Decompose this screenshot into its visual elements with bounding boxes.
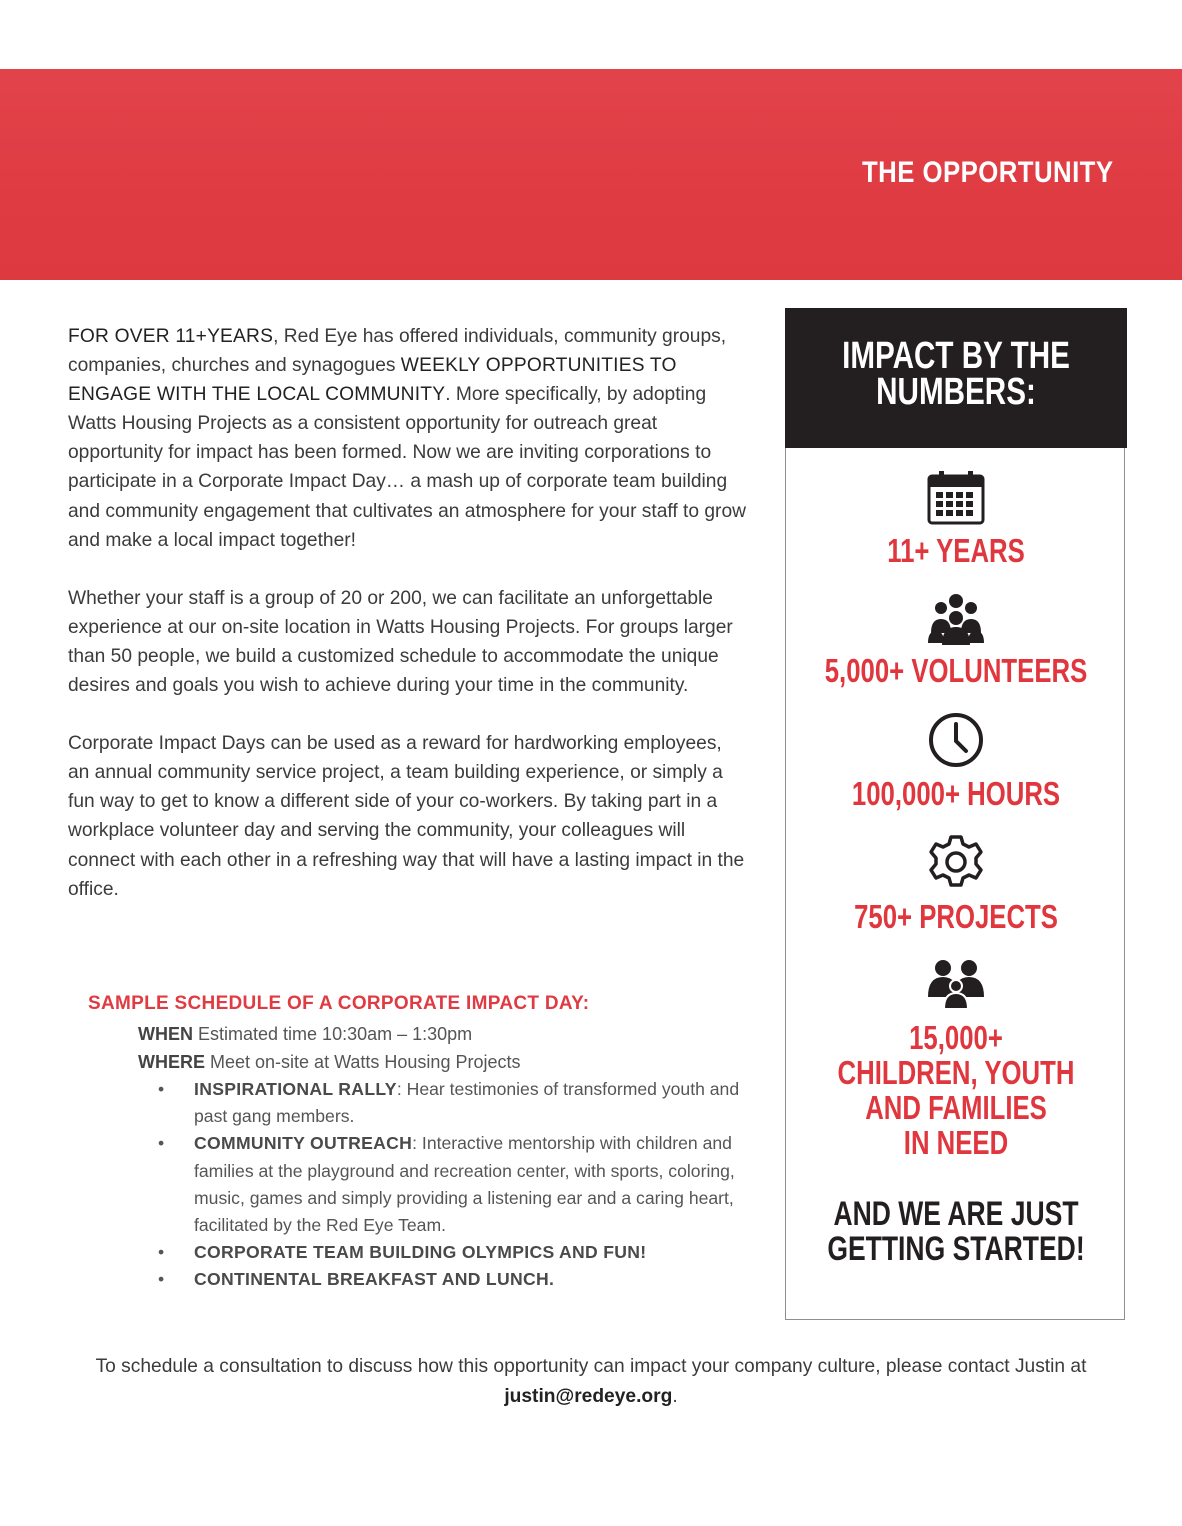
panel-heading-line-1: IMPACT BY THE — [842, 335, 1070, 377]
list-item — [158, 1076, 748, 1130]
clock-icon — [786, 711, 1126, 774]
stat-projects: 750+ PROJECTS — [854, 898, 1058, 935]
stat-hours: 100,000+ HOURS — [851, 775, 1061, 812]
stat-families-line-2: CHILDREN, YOUTH — [837, 1054, 1075, 1091]
schedule-title: SAMPLE SCHEDULE OF A CORPORATE IMPACT DAY: — [88, 993, 590, 1014]
item-label: COMMUNITY OUTREACH — [194, 1133, 413, 1154]
list-item — [158, 1239, 748, 1266]
schedule-list — [158, 1076, 748, 1294]
impact-panel — [785, 308, 1125, 1320]
stat-volunteers: 5,000+ VOLUNTEERS — [824, 652, 1088, 689]
panel-heading-line-2: NUMBERS: — [876, 371, 1036, 413]
page-title: THE OPPORTUNITY — [862, 156, 1114, 189]
closing-statement — [823, 1197, 1088, 1267]
intro-paragraph-1 — [68, 322, 748, 555]
stat-families-line-4: IN NEED — [903, 1124, 1009, 1161]
family-icon — [786, 959, 1126, 1014]
list-item — [158, 1266, 748, 1293]
intro-emphasis: WEEKLY OPPORTUNITIES TO ENGAGE WITH THE LOCAL COMMUNITY — [68, 355, 677, 406]
stat-years: 11+ YEARS — [887, 532, 1025, 569]
item-label: CORPORATE TEAM BUILDING OLYMPICS AND FUN! — [194, 1242, 647, 1263]
intro-lead: FOR OVER 11+YEARS — [68, 326, 274, 347]
intro-text-b: . More specifically, by adopting Watts Housing Projects as a consistent opportunity for outreach great opportunity for impact has been formed. Now we are inviting corporations to participate in a Corporate Impact Day… a mash up of corporate team building and community engagement that cultivates an atmosphere for your staff to grow and make a local impact together! — [68, 384, 746, 551]
schedule-meta — [138, 1020, 520, 1076]
closing-line-2: GETTING STARTED! — [827, 1230, 1085, 1268]
panel-heading — [823, 335, 1090, 413]
bullet: • — [158, 1133, 165, 1154]
stat-families — [823, 1020, 1088, 1160]
intro-text-a: , Red Eye has offered individuals, community groups, companies, churches and synagogues — [68, 326, 727, 377]
stat-families-line-3: AND FAMILIES — [865, 1089, 1047, 1126]
bullet: • — [158, 1079, 165, 1099]
closing-line-1: AND WE ARE JUST — [833, 1195, 1079, 1233]
panel-header — [785, 308, 1127, 448]
bullet: • — [158, 1242, 165, 1263]
intro-paragraph-3: Corporate Impact Days can be used as a reward for hardworking employees, an annual community service project, a team building experience, or simply a fun way to get to know a different side of your co-workers. By taking part in a workplace volunteer day and serving the community, your colleagues will connect with each other in a refreshing way that will have a lasting impact in the office. — [68, 733, 745, 900]
where-label: WHERE — [138, 1052, 205, 1072]
gear-icon — [786, 833, 1126, 896]
footer-text: To schedule a consultation to discuss how this opportunity can impact your company culture, please contact Justin at — [95, 1356, 1087, 1377]
footer-end: . — [672, 1385, 678, 1407]
intro-text — [68, 322, 748, 933]
stat-families-line-1: 15,000+ — [909, 1019, 1003, 1056]
calendar-icon — [786, 471, 1126, 530]
intro-paragraph-2: Whether your staff is a group of 20 or 200, we can facilitate an unforgettable experience at our on-site location in Watts Housing Projects. For groups larger than 50 people, we build a customized schedule to accommodate the unique desires and goals you wish to achieve during your time in the community. — [68, 587, 733, 697]
group-icon — [786, 593, 1126, 650]
bullet: • — [158, 1269, 165, 1290]
list-item — [158, 1130, 748, 1239]
when-label: WHEN — [138, 1024, 193, 1044]
item-label: CONTINENTAL BREAKFAST AND LUNCH. — [194, 1269, 555, 1290]
item-label: INSPIRATIONAL RALLY — [194, 1079, 397, 1099]
contact-email-link[interactable]: justin@redeye.org — [504, 1385, 673, 1407]
item-text: : Interactive mentorship with children and families at the playground and recreation center, with sports, coloring, music, games and simply providing a listening ear and a caring heart, facilitated by the Red Eye Team. — [194, 1133, 735, 1236]
when-value: Estimated time 10:30am – 1:30pm — [198, 1024, 473, 1044]
item-text: : Hear testimonies of transformed youth and past gang members. — [194, 1079, 740, 1127]
schedule-when — [138, 1020, 520, 1048]
where-value: Meet on-site at Watts Housing Projects — [210, 1052, 521, 1072]
contact-footer — [60, 1352, 1122, 1411]
schedule-where — [138, 1048, 520, 1076]
